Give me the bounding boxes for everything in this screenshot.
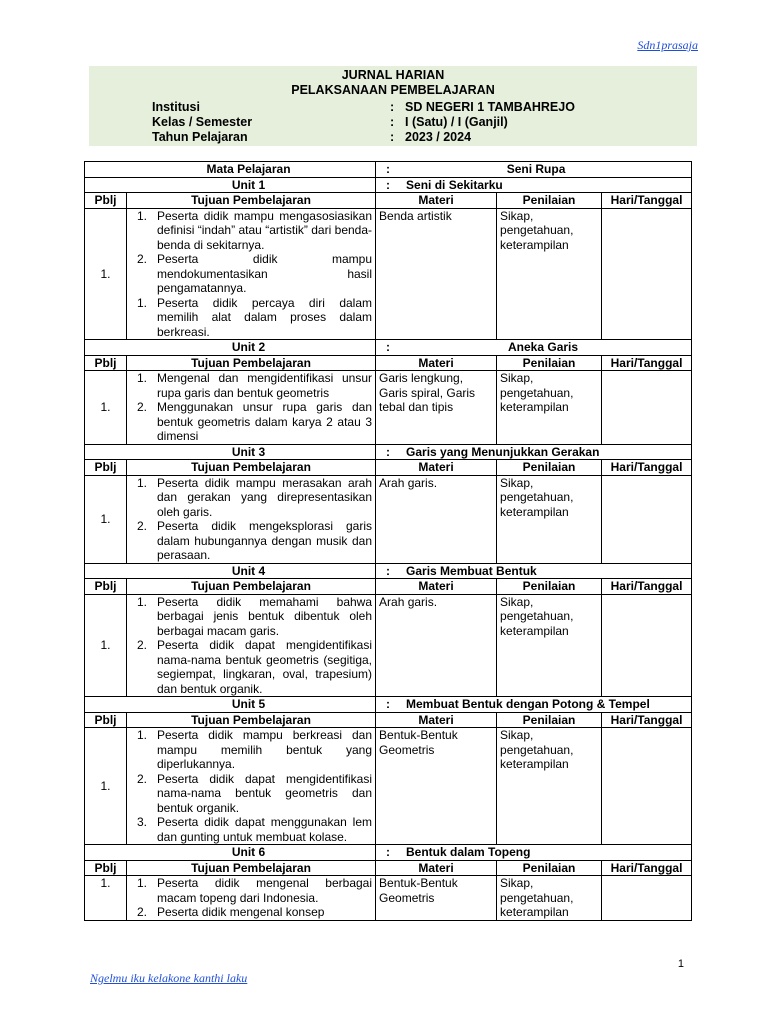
unit-title-cell — [376, 697, 692, 713]
info-value: 2023 / 2024 — [405, 130, 472, 144]
tujuan-item-text: Peserta didik memahami bahwa berbagai jenis bentuk dibentuk oleh berbagai macam garis. — [157, 594, 373, 638]
column-header-materi: Materi — [376, 355, 497, 371]
info-sep: : — [390, 100, 395, 114]
tujuan-item-number: 2. — [136, 905, 147, 919]
subject-cell — [376, 162, 692, 178]
tujuan-item — [127, 296, 372, 340]
unit-title-cell — [376, 177, 692, 193]
tujuan-item-number: 1. — [136, 728, 147, 742]
tujuan-item-text: Peserta didik dapat mengidentifikasi nama-nama bentuk geometris (segitiga, segiempat, lingkaran, oval, trapesium) dan bentuk organik. — [157, 638, 373, 696]
column-header-tujuan: Tujuan Pembelajaran — [127, 193, 376, 209]
column-header-penilaian: Penilaian — [497, 193, 602, 209]
unit-name: Unit 3 — [85, 444, 376, 460]
column-header-tujuan: Tujuan Pembelajaran — [127, 860, 376, 876]
unit-title: Membuat Bentuk dengan Potong & Tempel — [406, 697, 650, 711]
tujuan-item — [127, 476, 372, 520]
pblj-cell: 1. — [85, 475, 127, 563]
info-row-tahun — [152, 130, 575, 145]
unit-row — [85, 845, 692, 861]
column-header-penilaian: Penilaian — [497, 712, 602, 728]
tujuan-item — [127, 595, 372, 639]
penilaian-cell: Sikap, pengetahuan, keterampilan — [497, 371, 602, 445]
hari-cell — [602, 876, 692, 921]
tujuan-cell — [127, 475, 376, 563]
tujuan-item-text: Peserta didik mampu mengasosiasikan definisi “indah” atau “artistik” dari benda-benda di sekitarnya. — [157, 208, 373, 252]
unit-sep: : — [386, 177, 391, 192]
pblj-cell: 1. — [85, 728, 127, 845]
footer-motto: Ngelmu iku kelakone kanthi laku — [90, 971, 248, 985]
column-header-row — [85, 460, 692, 476]
column-header-pblj: Pblj — [85, 460, 127, 476]
tujuan-item-number: 2. — [136, 519, 147, 533]
unit-title: Aneka Garis — [508, 340, 579, 354]
tujuan-item-text: Peserta didik mengenal konsep — [157, 905, 325, 919]
unit-row — [85, 340, 692, 356]
column-header-penilaian: Penilaian — [497, 579, 602, 595]
column-header-pblj: Pblj — [85, 355, 127, 371]
subject-sep: : — [386, 162, 391, 176]
column-header-tujuan: Tujuan Pembelajaran — [127, 355, 376, 371]
content-row — [85, 728, 692, 845]
column-header-row — [85, 860, 692, 876]
column-header-tujuan: Tujuan Pembelajaran — [127, 579, 376, 595]
subject-row — [85, 162, 692, 178]
unit-title-cell — [376, 340, 692, 356]
tujuan-item-number: 2. — [136, 638, 147, 652]
pblj-cell: 1. — [85, 208, 127, 340]
tujuan-item-number: 1. — [136, 475, 147, 490]
unit-title: Garis Membuat Bentuk — [406, 563, 537, 578]
tujuan-item — [127, 209, 372, 253]
tujuan-item — [127, 519, 372, 563]
materi-cell: Bentuk-Bentuk Geometris — [376, 728, 497, 845]
tujuan-item-text: Peserta didik mampu mendokumentasikan hasil pengamatannya. — [157, 252, 373, 295]
column-header-row — [85, 355, 692, 371]
materi-cell: Bentuk-Bentuk Geometris — [376, 876, 497, 921]
column-header-tujuan: Tujuan Pembelajaran — [127, 460, 376, 476]
info-row-kelas — [152, 115, 575, 130]
column-header-materi: Materi — [376, 193, 497, 209]
info-sep: : — [390, 130, 395, 144]
column-header-pblj: Pblj — [85, 712, 127, 728]
journal-table — [84, 161, 692, 921]
header-site-name: Sdn1prasaja — [637, 38, 698, 52]
unit-row — [85, 697, 692, 713]
column-header-materi: Materi — [376, 860, 497, 876]
column-header-tujuan: Tujuan Pembelajaran — [127, 712, 376, 728]
column-header-pblj: Pblj — [85, 579, 127, 595]
column-header-hari: Hari/Tanggal — [602, 460, 692, 476]
tujuan-cell — [127, 728, 376, 845]
unit-row — [85, 563, 692, 579]
unit-name: Unit 5 — [85, 697, 376, 713]
penilaian-cell: Sikap, pengetahuan, keterampilan — [497, 594, 602, 697]
tujuan-item-text: Menggunakan unsur rupa garis dan bentuk geometris dalam karya 2 atau 3 dimensi — [157, 400, 373, 443]
tujuan-item-number: 1. — [136, 208, 147, 223]
info-label: Tahun Pelajaran — [152, 130, 248, 144]
title-line-1: JURNAL HARIAN — [341, 68, 445, 82]
subject-label: Mata Pelajaran — [85, 162, 376, 178]
tujuan-cell — [127, 208, 376, 340]
content-row — [85, 475, 692, 563]
penilaian-cell: Sikap, pengetahuan, keterampilan — [497, 475, 602, 563]
column-header-hari: Hari/Tanggal — [602, 579, 692, 595]
tujuan-item-text: Peserta didik dapat menggunakan lem dan gunting untuk membuat kolase. — [157, 815, 373, 844]
materi-cell: Arah garis. — [376, 594, 497, 697]
tujuan-cell — [127, 594, 376, 697]
penilaian-cell: Sikap, pengetahuan, keterampilan — [497, 876, 602, 921]
tujuan-item — [127, 638, 372, 696]
column-header-hari: Hari/Tanggal — [602, 860, 692, 876]
hari-cell — [602, 371, 692, 445]
unit-name: Unit 4 — [85, 563, 376, 579]
unit-sep: : — [386, 563, 391, 578]
tujuan-item-text: Peserta didik percaya diri dalam memilih alat dalam proses dalam berkreasi. — [157, 295, 373, 339]
column-header-materi: Materi — [376, 460, 497, 476]
unit-name: Unit 6 — [85, 845, 376, 861]
unit-title-cell — [376, 444, 692, 460]
tujuan-item-text: Peserta didik mengeksplorasi garis dalam hubungannya dengan musik dan perasaan. — [157, 519, 373, 562]
unit-name: Unit 2 — [85, 340, 376, 356]
unit-name: Unit 1 — [85, 177, 376, 193]
column-header-row — [85, 712, 692, 728]
pblj-cell: 1. — [85, 371, 127, 445]
unit-sep: : — [386, 845, 391, 859]
column-header-pblj: Pblj — [85, 193, 127, 209]
pblj-cell: 1. — [85, 876, 127, 921]
info-row-institusi — [152, 100, 575, 115]
materi-cell: Benda artistik — [376, 208, 497, 340]
tujuan-item-number: 2. — [136, 771, 147, 786]
info-label: Kelas / Semester — [152, 115, 253, 129]
tujuan-item-number: 3. — [136, 815, 147, 829]
tujuan-item — [127, 728, 372, 772]
column-header-penilaian: Penilaian — [497, 860, 602, 876]
info-sep: : — [390, 115, 395, 129]
tujuan-item — [127, 252, 372, 296]
penilaian-cell: Sikap, pengetahuan, keterampilan — [497, 208, 602, 340]
tujuan-item-text: Peserta didik mengenal berbagai macam topeng dari Indonesia. — [157, 876, 373, 905]
hari-cell — [602, 594, 692, 697]
tujuan-item — [127, 876, 372, 905]
tujuan-item-number: 2. — [136, 400, 147, 414]
info-value: I (Satu) / I (Ganjil) — [405, 115, 508, 129]
content-row — [85, 876, 692, 921]
unit-title: Seni di Sekitarku — [406, 177, 503, 192]
unit-sep: : — [386, 697, 391, 711]
column-header-row — [85, 579, 692, 595]
unit-title-cell — [376, 845, 692, 861]
column-header-hari: Hari/Tanggal — [602, 193, 692, 209]
tujuan-cell — [127, 371, 376, 445]
info-value: SD NEGERI 1 TAMBAHREJO — [405, 100, 575, 114]
tujuan-item-text: Peserta didik dapat mengidentifikasi nama-nama bentuk geometris dan bentuk organik. — [157, 771, 373, 815]
content-row — [85, 208, 692, 340]
unit-sep: : — [386, 444, 391, 459]
column-header-row — [85, 193, 692, 209]
tujuan-item-text: Mengenal dan mengidentifikasi unsur rupa garis dan bentuk geometris — [157, 371, 373, 400]
tujuan-item — [127, 400, 372, 444]
tujuan-item — [127, 371, 372, 400]
hari-cell — [602, 208, 692, 340]
penilaian-cell: Sikap, pengetahuan, keterampilan — [497, 728, 602, 845]
pblj-cell: 1. — [85, 594, 127, 697]
hari-cell — [602, 728, 692, 845]
unit-title: Bentuk dalam Topeng — [406, 845, 531, 859]
tujuan-item — [127, 905, 372, 920]
title-line-2: PELAKSANAAN PEMBELAJARAN — [291, 83, 495, 97]
info-block — [152, 100, 575, 145]
tujuan-item — [127, 815, 372, 844]
column-header-hari: Hari/Tanggal — [602, 712, 692, 728]
tujuan-item-number: 1. — [136, 594, 147, 609]
tujuan-item-number: 1. — [136, 876, 147, 890]
info-label: Institusi — [152, 100, 200, 114]
unit-row — [85, 444, 692, 460]
column-header-materi: Materi — [376, 579, 497, 595]
journal-title-box — [89, 66, 697, 146]
tujuan-item-number: 2. — [136, 252, 147, 266]
unit-sep: : — [386, 340, 391, 354]
tujuan-item-number: 1. — [136, 371, 147, 385]
content-row — [85, 371, 692, 445]
content-row — [85, 594, 692, 697]
tujuan-item-text: Peserta didik mampu merasakan arah dan gerakan yang direpresentasikan oleh garis. — [157, 475, 373, 519]
hari-cell — [602, 475, 692, 563]
tujuan-item — [127, 772, 372, 816]
tujuan-item-number: 1. — [136, 295, 147, 310]
page-number: 1 — [677, 958, 684, 970]
column-header-pblj: Pblj — [85, 860, 127, 876]
materi-cell: Arah garis. — [376, 475, 497, 563]
tujuan-item-text: Peserta didik mampu berkreasi dan mampu memilih bentuk yang diperlukannya. — [157, 728, 373, 771]
unit-title: Garis yang Menunjukkan Gerakan — [406, 444, 600, 459]
column-header-penilaian: Penilaian — [497, 460, 602, 476]
column-header-materi: Materi — [376, 712, 497, 728]
column-header-hari: Hari/Tanggal — [602, 355, 692, 371]
unit-row — [85, 177, 692, 193]
tujuan-cell — [127, 876, 376, 921]
unit-title-cell — [376, 563, 692, 579]
subject-value: Seni Rupa — [506, 162, 566, 176]
materi-cell: Garis lengkung, Garis spiral, Garis tebal dan tipis — [376, 371, 497, 445]
column-header-penilaian: Penilaian — [497, 355, 602, 371]
